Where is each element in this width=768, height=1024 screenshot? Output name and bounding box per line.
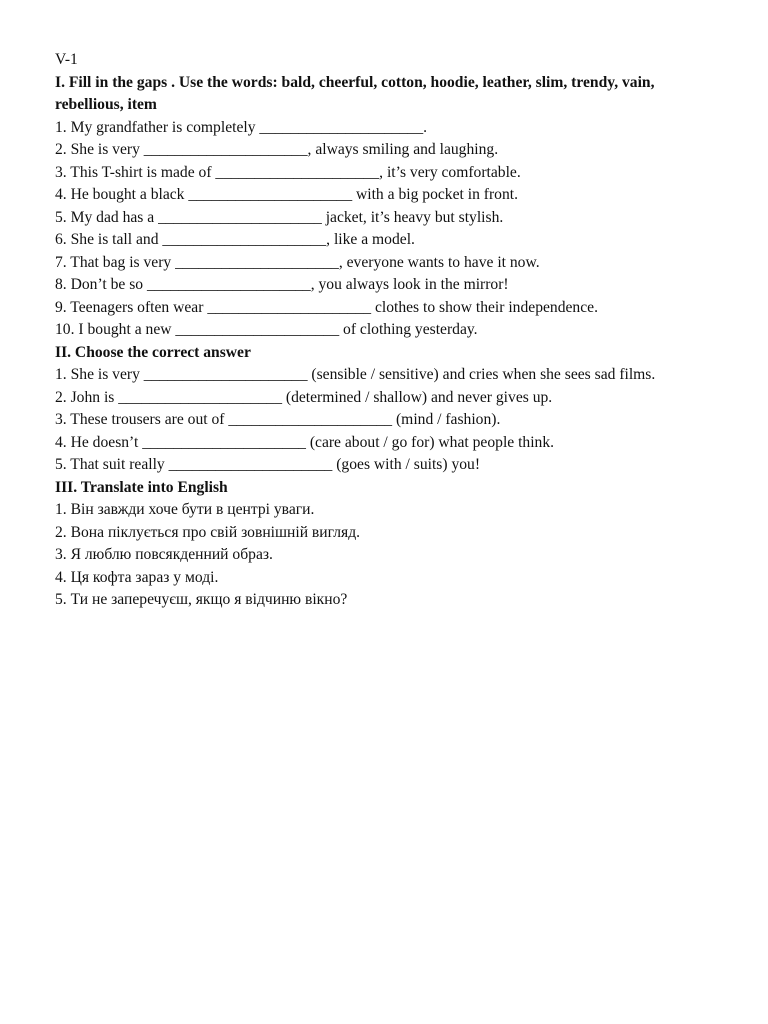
- section-1-item-8: 8. Don’t be so _____________________, you always look in the mirror!: [55, 276, 509, 293]
- section-1-item-9: 9. Teenagers often wear _____________________ clothes to show their independence.: [55, 298, 598, 316]
- section-3-item-4: 4. Ця кофта зараз у моді.: [55, 568, 219, 586]
- section-2-heading: II. Choose the correct answer: [55, 343, 251, 361]
- section-1-item-2: 2. She is very _____________________, always smiling and laughing.: [55, 141, 499, 158]
- section-1-item-6: 6. She is tall and _____________________, like a model.: [55, 231, 415, 248]
- section-3-item-1: 1. Він завжди хоче бути в центрі уваги.: [55, 501, 315, 518]
- section-2-item-4: 4. He doesn’t _____________________ (care about / go for) what people think.: [55, 433, 555, 451]
- section-1-item-5: 5. My dad has a _____________________ jacket, it’s heavy but stylish.: [55, 208, 504, 226]
- section-3-heading: III. Translate into English: [55, 478, 228, 496]
- section-2-item-3: 3. These trousers are out of _____________________ (mind / fashion).: [55, 411, 501, 428]
- section-1-heading: I. Fill in the gaps . Use the words: bald, cheerful, cotton, hoodie, leather, slim, trendy, vain, rebellious, item: [55, 73, 655, 113]
- section-1-item-1: 1. My grandfather is completely _____________________.: [55, 118, 428, 136]
- section-2-item-1: 1. She is very _____________________ (sensible / sensitive) and cries when she sees sad films.: [55, 366, 656, 383]
- section-2-item-5: 5. That suit really _____________________ (goes with / suits) you!: [55, 456, 481, 473]
- section-1-item-4: 4. He bought a black _____________________ with a big pocket in front.: [55, 186, 518, 203]
- section-3-item-5: 5. Ти не заперечуєш, якщо я відчиню вікно?: [55, 591, 348, 608]
- section-3-item-2: 2. Вона піклується про свій зовнішній вигляд.: [55, 523, 361, 541]
- section-3-item-3: 3. Я люблю повсякденний образ.: [55, 546, 273, 563]
- section-1-item-7: 7. That bag is very _____________________, everyone wants to have it now.: [55, 253, 540, 271]
- section-1-item-3: 3. This T-shirt is made of _____________________, it’s very comfortable.: [55, 163, 521, 181]
- variant-label: V-1: [55, 51, 78, 68]
- section-2-item-2: 2. John is _____________________ (determined / shallow) and never gives up.: [55, 388, 553, 406]
- section-1-item-10: 10. I bought a new _____________________ of clothing yesterday.: [55, 321, 478, 338]
- worksheet-page: [55, 49, 720, 612]
